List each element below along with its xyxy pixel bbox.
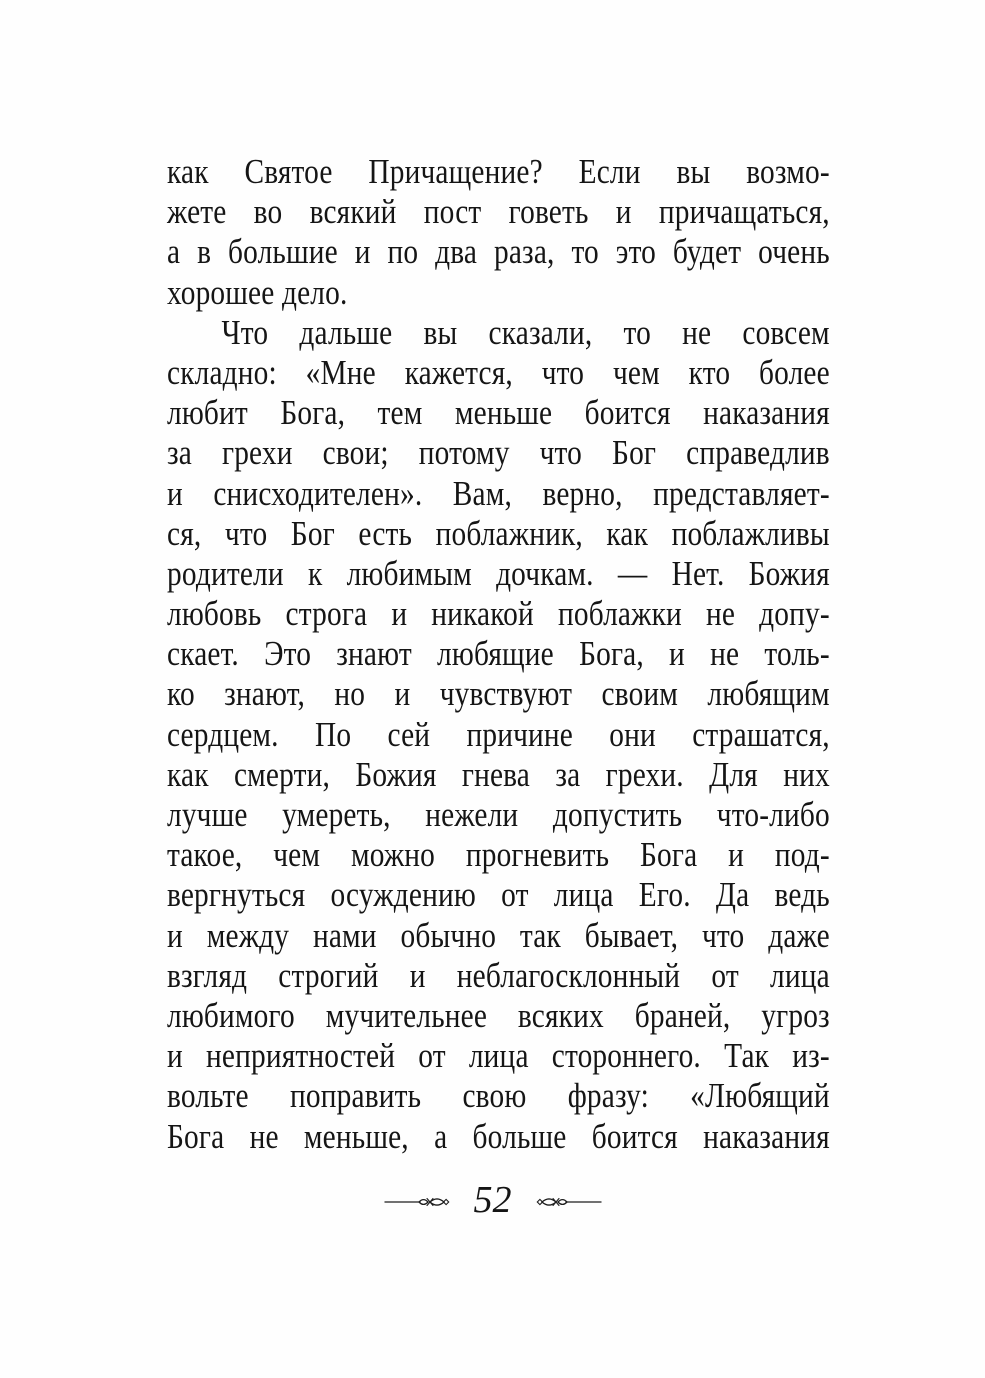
text-line: Что дальше вы сказали, то не совсем xyxy=(221,312,830,352)
text-line: за грехи свои; потому что Бог справедлив xyxy=(167,433,830,473)
text-line: сердцем. По сей причине они страшатся, xyxy=(167,714,830,754)
text-line: вергнуться осуждению от лица Его. Да ведь xyxy=(167,875,830,915)
text-line: любит Бога, тем меньше боится наказания xyxy=(167,393,830,433)
text-line: жете во всякий пост говеть и причащаться, xyxy=(167,192,830,232)
text-line: вольте поправить свою фразу: «Любящий xyxy=(167,1076,830,1116)
flourish-right-icon xyxy=(536,1194,602,1210)
text-line: любимого мучительнее всяких браней, угроз xyxy=(167,995,830,1035)
text-line: такое, чем можно прогневить Бога и под- xyxy=(167,835,830,875)
text-line: родители к любимым дочкам. — Нет. Божия xyxy=(167,553,830,593)
text-line: и неприятностей от лица стороннего. Так из- xyxy=(167,1036,830,1076)
text-line: и между нами обычно так бывает, что даже xyxy=(167,915,830,955)
text-line: Бога не меньше, а больше боится наказания xyxy=(167,1116,830,1156)
text-line: как смерти, Божия гнева за грехи. Для них xyxy=(167,754,830,794)
text-line: любовь строга и никакой поблажки не допу- xyxy=(167,594,830,634)
page-footer xyxy=(0,1179,985,1221)
page-number: 52 xyxy=(473,1179,512,1221)
text-line: хорошее дело. xyxy=(167,272,348,312)
text-line: как Святое Причащение? Если вы возмо- xyxy=(167,152,830,191)
text-line: ко знают, но и чувствуют своим любящим xyxy=(167,674,830,714)
flourish-left-icon xyxy=(384,1194,450,1210)
text-line: а в большие и по два раза, то это будет очень xyxy=(167,232,830,272)
text-line: и снисходителен». Вам, верно, представляет- xyxy=(167,473,830,513)
text-line: взгляд строгий и неблагосклонный от лица xyxy=(167,955,830,995)
text-line: ся, что Бог есть поблажник, как поблажливы xyxy=(167,513,830,553)
text-line: скает. Это знают любящие Бога, и не толь- xyxy=(167,634,830,674)
body-text xyxy=(167,152,830,1157)
text-line: лучше умереть, нежели допустить что-либо xyxy=(167,795,830,834)
text-line: складно: «Мне кажется, что чем кто более xyxy=(167,352,830,392)
